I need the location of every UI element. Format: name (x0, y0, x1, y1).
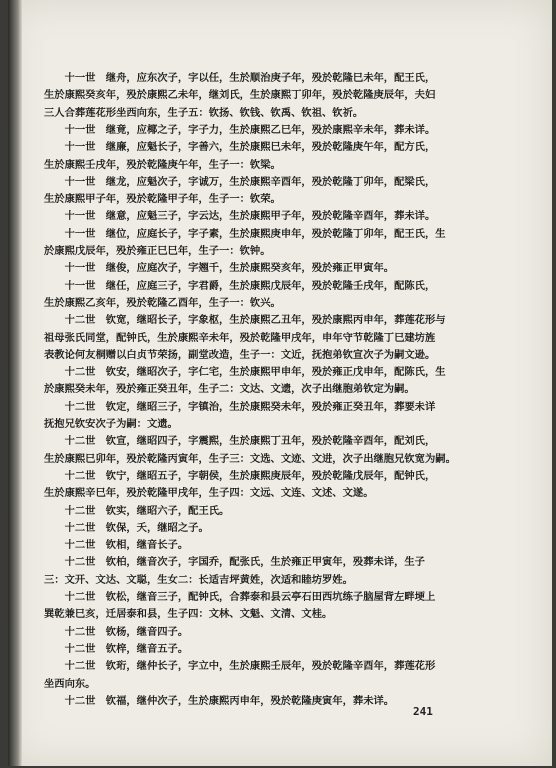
text-line: 生於康熙甲子年，殁於乾隆甲子年，生子一：钦荣。 (44, 193, 281, 206)
text-line: 十二世 钦实，继昭六子，配王氏。 (44, 504, 230, 517)
text-line: 十一世 继位，应庭长子，字子素，生於康熙庚申年，殁於乾隆丁卯年，配王氏，生 (44, 227, 446, 240)
document-page (8, 0, 552, 766)
text-line: 十二世 钦珩，继仲长子，字立中，生於康熙壬辰年，殁於乾隆辛酉年，葬莲花形 (44, 660, 436, 673)
text-line: 表教论何友桐赠以白贞节荣扬，副堂改造，生子一：文近，抚抱弟钦宣次子为嗣文逊。 (44, 348, 436, 361)
text-line: 十二世 钦松，继音三子，配钟氏，合葬泰和县云亭石田西坑练子脑屋背左畔埂上 (44, 591, 436, 603)
text-line: 十二世 钦定，继昭三子，字镇治，生於康熙癸未年，殁於雍正癸丑年，葬要未详 (44, 400, 436, 413)
text-line: 十一世 继廉，应魁长子，字善六，生於康熙巳未年，殁於乾隆庚午年，配方氏， (44, 141, 436, 154)
text-line: 生於康熙癸亥年，殁於康熙乙未年，继刘氏，生於康熙丁卯年，殁於乾隆庚辰年，夫妇 (44, 89, 436, 102)
text-line: 十二世 钦福，继仲次子，生於康熙丙申年，殁於乾隆庚寅年，葬未详。 (44, 694, 395, 707)
text-line: 坐西向东。 (44, 677, 96, 690)
text-line: 祖母张氏同堂，配钟氏，生於康熙辛未年，殁於乾隆甲戌年，申年守节乾隆丁巳建坊旌 (44, 331, 436, 344)
text-line: 巽乾兼巳亥，迁居泰和县，生子四：文林、文魁、文清、文桂。 (44, 608, 333, 621)
text-line: 抚抱兄钦安次子为嗣：文遗。 (44, 418, 178, 430)
text-line: 十一世 继舟，应东次子，字以任，生於顺治庚子年，殁於乾隆巳未年，配王氏， (44, 72, 436, 84)
text-line: 十二世 钦柏，继音次子，字国乔，配张氏，生於雍正甲寅年，殁葬未详，生子 (44, 556, 425, 569)
text-line: 生於康熙巳卯年，殁於乾隆丙寅年，生子三：文选、文迹、文进，次子出继胞兄钦宽为嗣。 (44, 452, 456, 465)
text-line: 生於康熙壬戌年，殁於乾隆庚午年，生子一：钦梁。 (44, 158, 281, 171)
text-line: 十二世 钦宣，继昭四子，字震熙，生於康熙丁丑年，殁於乾隆辛酉年，配刘氏， (44, 435, 436, 448)
text-line: 三：文开、文达、文聪，生女二：长适吉坪黄姓，次适和睦坊罗姓。 (44, 573, 353, 586)
text-line: 十二世 钦安，继昭次子，字仁宅，生於康熙甲申年，殁於雍正戊申年，配陈氏，生 (44, 366, 446, 379)
text-line: 十一世 继意，应魁三子，字云达，生於康熙甲子年，殁於乾隆辛酉年，葬未详。 (44, 210, 436, 223)
text-line: 於康熙癸未年，殁於雍正癸丑年，生子二：文达、文遗，次子出继胞弟钦定为嗣。 (44, 383, 415, 396)
text-line: 十一世 继竟，应椰之子，字子力，生於康熙乙巳年，殁於康熙辛未年，葬未详。 (44, 123, 436, 136)
page-number: 241 (413, 705, 433, 718)
text-line: 十二世 钦保，夭，继昭之子。 (44, 521, 209, 534)
text-line: 十二世 钦宽，继昭长子，字象枢，生於康熙乙丑年，殁於康熙丙申年，葬莲花形与 (44, 314, 446, 327)
text-line: 十一世 继俊，应庭次子，字翘千，生於康熙癸亥年，殁於雍正甲寅年。 (44, 262, 395, 275)
text-line: 十二世 钦宁，继昭五子，字朝侯，生於康熙庚辰年，殁於乾隆戊辰年，配钟氏， (44, 469, 436, 482)
text-line: 三人合葬莲花形坐西向东，生子五：钦扬、钦钱、钦禹、钦祖、钦祈。 (44, 106, 364, 119)
text-line: 十二世 钦杨，继音四子。 (44, 625, 189, 638)
genealogy-text-block (8, 0, 552, 766)
text-line: 十一世 继龙，应魁次子，字诚万，生於康熙辛酉年，殁於乾隆丁卯年，配梁氏， (44, 175, 436, 188)
text-line: 十二世 钦梓，继音五子。 (44, 642, 189, 655)
text-line: 十一世 继任，应庭三子，字君爵，生於康熙戊辰年，殁於乾隆壬戌年，配陈氏， (44, 279, 436, 292)
text-line: 十二世 钦相，继音长子。 (44, 539, 189, 552)
text-line: 於康熙戊辰年，殁於雍正巳巳年，生子一：钦钟。 (44, 245, 271, 257)
text-line: 生於康熙乙亥年，殁於乾隆乙酉年，生子一：钦兴。 (44, 296, 281, 309)
text-line: 生於康熙辛巳年，殁於乾隆甲戌年，生子四：文远、文连、文述、文遂。 (44, 487, 374, 500)
